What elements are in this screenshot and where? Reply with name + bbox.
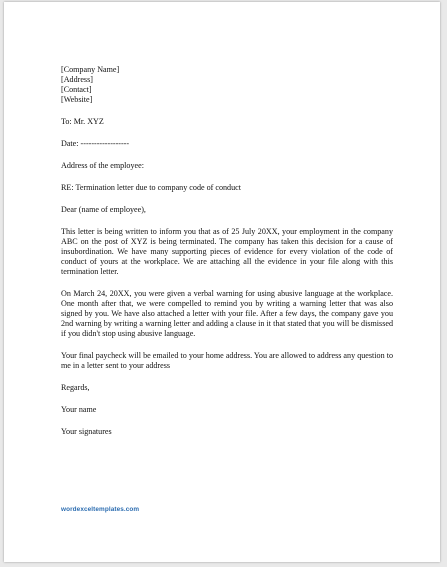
- subject-line: RE: Termination letter due to company code of conduct: [61, 183, 241, 192]
- paragraph-termination: This letter is being written to inform you that as of 25 July 20XX, your employment in the company ABC on the post of XYZ is being terminated. The company has taken this decision for a cause of insubordination. We have many supporting pieces of evidence for every violation of the code of conduct of yours at the workplace. We are attaching all the evidence in your file along with this termination letter.: [61, 227, 393, 276]
- company-block: [61, 65, 393, 105]
- footer-site-link[interactable]: wordexceltemplates.com: [61, 506, 140, 513]
- company-name: [Company Name]: [61, 65, 120, 74]
- closing: Regards,: [61, 383, 90, 392]
- company-website: [Website]: [61, 95, 93, 104]
- sender-signature: Your signatures: [61, 427, 112, 436]
- salutation: Dear (name of employee),: [61, 205, 146, 214]
- letter-body: [61, 65, 393, 437]
- sender-name: Your name: [61, 405, 97, 414]
- employee-address-line: Address of the employee:: [61, 161, 144, 170]
- letter-page: [4, 2, 440, 562]
- paragraph-paycheck: Your final paycheck will be emailed to your home address. You are allowed to address any question to me in a letter sent to your address: [61, 351, 393, 370]
- paragraph-warnings: On March 24, 20XX, you were given a verbal warning for using abusive language at the workplace. One month after that, we were compelled to remind you by writing a warning letter that was also signed by you. We have also attached a letter with your file. After a few days, the company gave you 2nd warning by writing a warning letter and adding a clause in it that stated that you will be dismissed if you didn't stop using abusive language.: [61, 289, 393, 338]
- company-contact: [Contact]: [61, 85, 92, 94]
- recipient-line: To: Mr. XYZ: [61, 117, 104, 126]
- company-address: [Address]: [61, 75, 93, 84]
- date-line: Date: ------------------: [61, 139, 130, 148]
